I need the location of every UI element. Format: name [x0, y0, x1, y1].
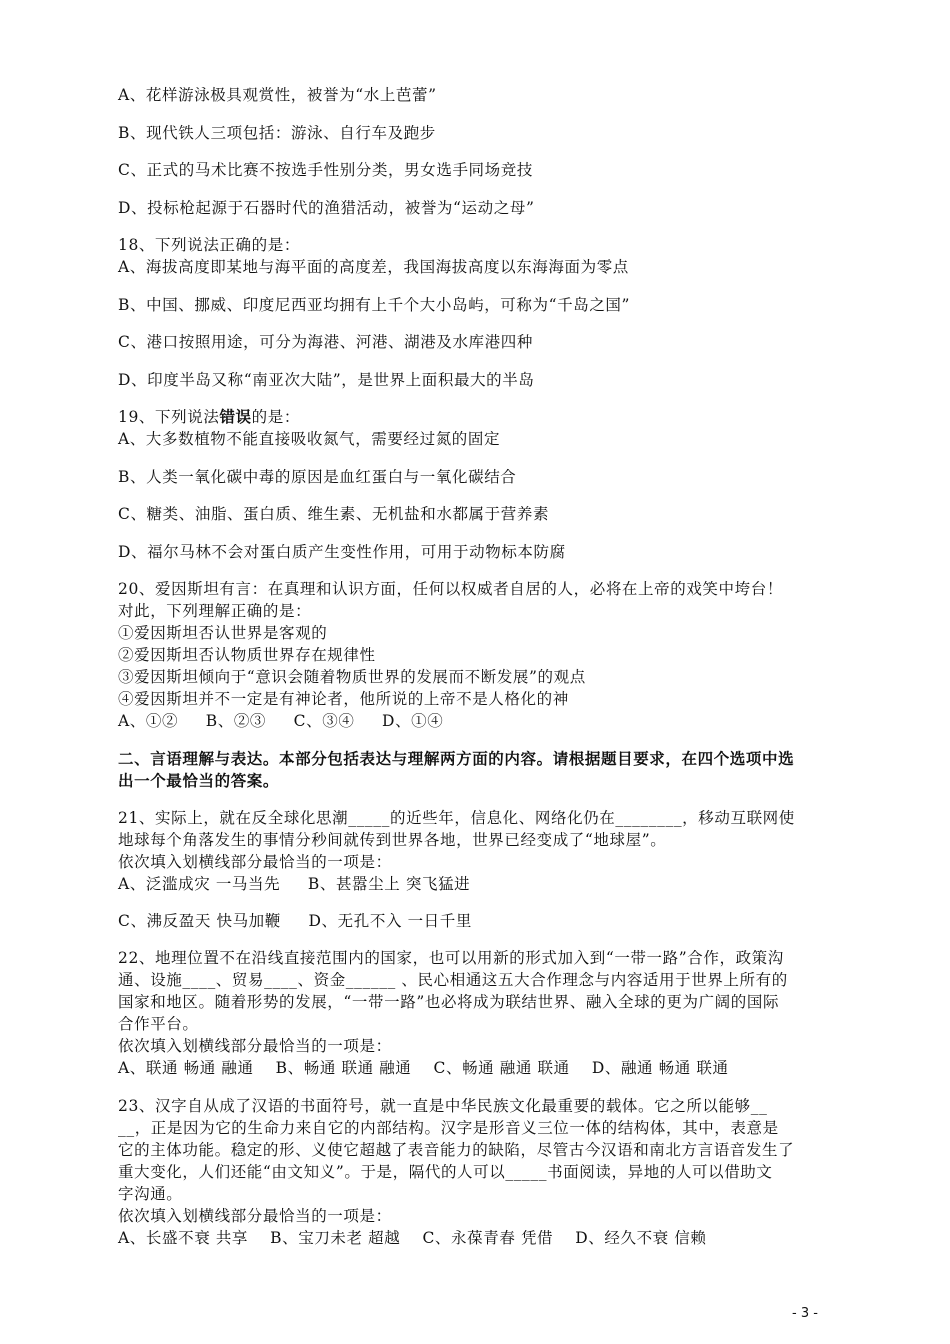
q19-option-a: A、大多数植物不能直接吸收氮气，需要经过氮的固定 — [118, 430, 501, 448]
q17-option-a: A、花样游泳极具观赏性，被誉为“水上芭蕾” — [118, 86, 437, 104]
q20-stem-line1: 20、爱因斯坦有言：在真理和认识方面，任何以权威者自居的人，必将在上帝的戏笑中垮台！ — [118, 580, 783, 598]
q23-options: A、长盛不衰 共享 B、宝刀未老 超越 C、永葆青春 凭借 D、经久不衰 信赖 — [118, 1229, 707, 1247]
q20-item-4: ④爱因斯坦并不一定是有神论者，他所说的上帝不是人格化的神 — [118, 690, 569, 708]
q23-prompt: 依次填入划横线部分最恰当的一项是： — [118, 1207, 392, 1225]
q21-stem-line1: 21、实际上，就在反全球化思潮_____的近些年，信息化、网络化仍在________，移动互联网使 — [118, 809, 795, 827]
q19-stem-emphasis: 错误 — [219, 407, 252, 426]
q22-prompt: 依次填入划横线部分最恰当的一项是： — [118, 1037, 392, 1055]
q20-item-1: ①爱因斯坦否认世界是客观的 — [118, 624, 328, 642]
q23-stem-line5: 字沟通。 — [118, 1185, 183, 1203]
q23-stem-line1: 23、汉字自从成了汉语的书面符号，就一直是中华民族文化最重要的载体。它之所以能够__ — [118, 1097, 768, 1115]
q23-stem-line3: 它的主体功能。稳定的形、义使它超越了表音能力的缺陷，尽管古今汉语和南北方言语音发生了 — [118, 1141, 795, 1159]
q18-option-b: B、中国、挪威、印度尼西亚均拥有上千个大小岛屿，可称为“千岛之国” — [118, 296, 631, 314]
q19-option-d: D、福尔马林不会对蛋白质产生变性作用，可用于动物标本防腐 — [118, 543, 566, 561]
q20-item-2: ②爱因斯坦否认物质世界存在规律性 — [118, 646, 376, 664]
q18-stem: 18、下列说法正确的是： — [118, 236, 300, 254]
q20-stem-line2: 对此，下列理解正确的是： — [118, 602, 312, 620]
q18-option-a: A、海拔高度即某地与海平面的高度差，我国海拔高度以东海海面为零点 — [118, 258, 629, 276]
q19-option-c: C、糖类、油脂、蛋白质、维生素、无机盐和水都属于营养素 — [118, 505, 550, 523]
q17-option-c: C、正式的马术比赛不按选手性别分类，男女选手同场竞技 — [118, 161, 533, 179]
q19-option-b: B、人类一氧化碳中毒的原因是血红蛋白与一氧化碳结合 — [118, 468, 517, 486]
q23-stem-line4: 重大变化，人们还能“由文知义”。于是，隔代的人可以_____书面阅读，异地的人可以借助文 — [118, 1163, 773, 1181]
q22-options: A、联通 畅通 融通 B、畅通 联通 融通 C、畅通 融通 联通 D、融通 畅通 联通 — [118, 1059, 729, 1077]
page-number: - 3 - — [792, 1306, 818, 1321]
q21-options-ab: A、泛滥成灾 一马当先 B、甚嚣尘上 突飞猛进 — [118, 875, 471, 893]
q18-option-c: C、港口按照用途，可分为海港、河港、湖港及水库港四种 — [118, 333, 533, 351]
q21-prompt: 依次填入划横线部分最恰当的一项是： — [118, 853, 392, 871]
section2-heading-line1: 二、言语理解与表达。本部分包括表达与理解两方面的内容。请根据题目要求，在四个选项中选 — [118, 749, 795, 768]
q22-stem-line1: 22、地理位置不在沿线直接范围内的国家，也可以用新的形式加入到“一带一路”合作，政策沟 — [118, 949, 784, 967]
q23-stem-line2: __，正是因为它的生命力来自它的内部结构。汉字是形音义三位一体的结构体，其中，表意是 — [118, 1119, 779, 1137]
q22-stem-line2: 通、设施____、贸易____、资金______ 、民心相通这五大合作理念与内容适用于世界上所有的 — [118, 971, 788, 989]
q20-options: A、①② B、②③ C、③④ D、①④ — [118, 712, 444, 730]
q21-options-cd: C、沸反盈天 快马加鞭 D、无孔不入 一日千里 — [118, 912, 472, 930]
q19-stem: 19、下列说法错误的是： — [118, 407, 300, 426]
q17-option-d: D、投标枪起源于石器时代的渔猎活动，被誉为“运动之母” — [118, 199, 535, 217]
q17-option-b: B、现代铁人三项包括：游泳、自行车及跑步 — [118, 124, 436, 142]
q20-item-3: ③爱因斯坦倾向于“意识会随着物质世界的发展而不断发展”的观点 — [118, 668, 586, 686]
section2-heading-line2: 出一个最恰当的答案。 — [118, 771, 280, 790]
q22-stem-line3: 国家和地区。随着形势的发展，“一带一路”也必将成为联结世界、融入全球的更为广阔的国际 — [118, 993, 780, 1011]
q21-stem-line2: 地球每个角落发生的事情分秒间就传到世界各地，世界已经变成了“地球屋”。 — [118, 831, 667, 849]
q22-stem-line4: 合作平台。 — [118, 1015, 199, 1033]
q18-option-d: D、印度半岛又称“南亚次大陆”，是世界上面积最大的半岛 — [118, 371, 535, 389]
